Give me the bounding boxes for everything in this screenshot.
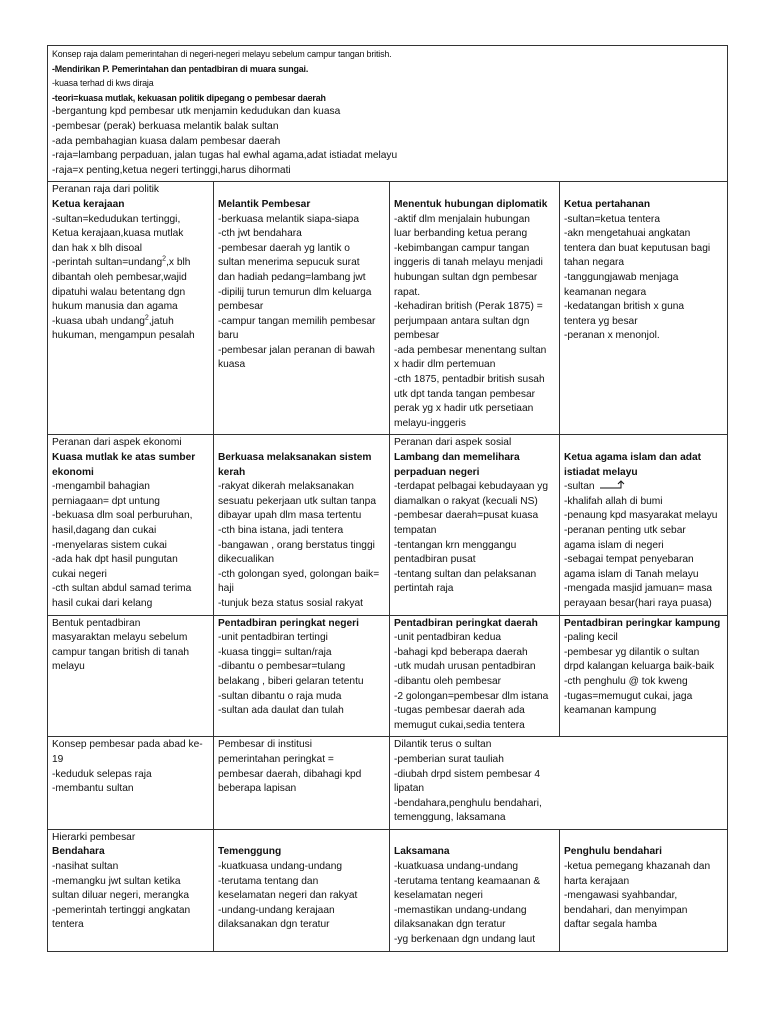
peringkat-daerah-cell: [390, 615, 560, 737]
cell-heading: Pentadbiran peringkar kampung: [564, 617, 721, 629]
cell-line: temenggung, laksamana: [394, 812, 506, 824]
melantik-pembesar-cell: [214, 182, 390, 435]
cell-line: campur tangan british di tanah: [52, 646, 190, 658]
cell-line: -kuasa tinggi= sultan/raja: [218, 646, 332, 658]
cell-line: cukai negeri: [52, 568, 107, 580]
cell-line: -penaung kpd masyarakat melayu: [564, 510, 718, 522]
cell-line: -cth sultan abdul samad terima: [52, 583, 192, 595]
cell-line: -terdapat pelbagai kebudayaan yg: [394, 481, 549, 493]
cell-line: hasil,dagang dan cukai: [52, 525, 157, 536]
concept-row: [48, 46, 728, 182]
konsep-pembesar-cell: [48, 737, 214, 830]
cell-line: -tugas pembesar daerah ada: [394, 705, 525, 717]
cell-line: pembesar: [218, 301, 264, 313]
cell-line: daftar segala hamba: [564, 919, 657, 931]
cell-line: hasil cukai dari kelang: [52, 597, 153, 609]
cell-heading: Laksamana: [394, 846, 450, 858]
cell-line: pemerintahan peringkat =: [218, 753, 334, 765]
cell-line: dilaksanakan dgn teratur: [394, 919, 506, 931]
cell-line: lipatan: [394, 783, 425, 795]
cell-line: dikecualikan: [218, 554, 275, 566]
cell-line: sesuatu pekerjaan utk sultan tanpa: [218, 495, 377, 507]
cell-spacer: [218, 831, 385, 846]
cell-line: perayaan besar(hari raya puasa): [564, 597, 712, 609]
cell-line: -undang-undang kerajaan: [218, 904, 335, 916]
cell-line: inggeris di tanah melayu menjadi: [394, 257, 543, 269]
cell-line: sultan menerima sepucuk surat: [218, 257, 360, 269]
cell-line: -kedatangan british x guna: [564, 301, 685, 313]
cell-heading: Menentuk hubungan diplomatik: [394, 198, 548, 210]
cell-line: -unit pentadbiran tertingi: [218, 632, 328, 644]
cell-line: diamalkan o rakyat (kecuali NS): [394, 495, 538, 507]
text-part: -perintah sultan=undang: [52, 257, 163, 269]
cell-line: -dipilij turun temurun dlm keluarga: [218, 286, 372, 298]
cell-line: keselamatan negeri: [394, 890, 483, 902]
cell-line: -peranan x menonjol.: [564, 330, 660, 342]
cell-line: 19: [52, 753, 64, 765]
cell-heading: Kuasa mutlak ke atas sumber ekonomi: [52, 452, 196, 478]
cell-heading: Ketua agama islam dan adat istiadat melayu: [564, 452, 702, 478]
cell-line: -cth jwt bendahara: [218, 228, 302, 240]
cell-spacer: [564, 831, 723, 846]
laksamana-cell: [390, 829, 560, 951]
cell-line: -pembesar jalan peranan di bawah: [218, 344, 375, 356]
superscript: 2: [162, 255, 167, 263]
cell-line: masyaraktan melayu sebelum: [52, 632, 188, 644]
cell-intro: Peranan dari aspek sosial: [394, 437, 512, 449]
cell-line: -cth golongan syed, golongan baik=: [218, 568, 380, 580]
superscript: 2: [144, 314, 149, 322]
cell-heading: Pentadbiran peringkat negeri: [218, 617, 359, 629]
cell-line: tentera yg besar: [564, 315, 638, 327]
text-part: -kuasa ubah undang: [52, 315, 145, 327]
pembesar-institusi-cell: [214, 737, 390, 830]
cell-line: Bentuk pentadbiran: [52, 617, 141, 629]
cell-line: -2 golongan=pembesar dlm istana: [394, 690, 549, 702]
pentadbiran-row: [48, 615, 728, 737]
cell-line: beberapa lapisan: [218, 783, 297, 795]
cell-intro: Peranan dari aspek ekonomi: [52, 437, 182, 449]
cell-line: hukuman, mengampun pesalah: [52, 330, 195, 342]
concept-line: -raja=x penting,ketua negeri tertinggi,harus dihormati: [52, 164, 291, 176]
sistem-kerah-cell: [214, 435, 390, 615]
cell-line: pertintah raja: [394, 583, 454, 595]
concept-line: -bergantung kpd pembesar utk menjamin kedudukan dan kuasa: [52, 106, 341, 118]
cell-line: -sultan ada daulat dan tulah: [218, 705, 344, 717]
cell-line: tentera dan buat keputusan bagi: [564, 242, 711, 254]
cell-line: [52, 315, 209, 330]
cell-line: kuasa: [218, 359, 246, 371]
cell-heading: Berkuasa melaksanakan sistem kerah: [218, 452, 372, 478]
text-part: ,x blh: [166, 257, 191, 269]
cell-line: -kehadiran british (Perak 1875) =: [394, 301, 543, 313]
cell-line: -pembesar yg dilantik o sultan: [564, 646, 700, 658]
cell-line: -nasihat sultan: [52, 861, 119, 873]
politics-row: [48, 182, 728, 435]
concept-title: Konsep raja dalam pemerintahan di negeri-negeri melayu sebelum campur tangan british.: [52, 49, 392, 59]
konsep-pembesar-row: [48, 737, 728, 830]
cell-line: melayu: [52, 661, 85, 673]
cell-line: -tentangan krn menggangu: [394, 539, 517, 551]
cell-line: -keduduk selepas raja: [52, 768, 152, 780]
cell-line: agama islam di negeri: [564, 539, 664, 551]
cell-spacer: [218, 436, 385, 451]
cell-line: -terutama tentang keamaanan &: [394, 875, 541, 887]
bendahara-cell: [48, 829, 214, 951]
cell-line: agama islam di Tanah melayu: [564, 568, 699, 580]
cell-line: tempatan: [394, 525, 437, 536]
cell-line: -yg berkenaan dgn undang laut: [394, 934, 536, 946]
concept-line: -Mendirikan P. Pemerintahan dan pentadbiran di muara sungai.: [52, 63, 309, 74]
cell-line: pembesar daerah, dibahagi kpd: [218, 768, 362, 780]
cell-heading: Melantik Pembesar: [218, 198, 311, 210]
concept-line: -ada pembahagian kuasa dalam pembesar daerah: [52, 135, 281, 147]
text-part: ,jatuh: [148, 315, 174, 327]
cell-heading: Ketua pertahanan: [564, 198, 651, 210]
cell-line: tahan negara: [564, 257, 625, 269]
hierarki-row: [48, 829, 728, 951]
concept-cell: [48, 46, 728, 182]
cell-line: -kuatkuasa undang-undang: [394, 861, 519, 873]
cell-line: -tanggungjawab menjaga: [564, 271, 679, 283]
cell-line: -memangku jwt sultan ketika: [52, 875, 181, 887]
cell-line: -dibantu o pembesar=tulang: [218, 661, 346, 673]
agama-islam-cell: [560, 435, 728, 615]
cell-line: -ada hak dpt hasil pungutan: [52, 554, 178, 566]
cell-line: -paling kecil: [564, 632, 618, 644]
dilantik-sultan-cell: [390, 737, 728, 830]
cell-line: -terutama tentang dan: [218, 875, 319, 887]
cell-line: perak yg x hadir utk persetiaan: [394, 403, 534, 415]
cell-line: -khalifah allah di bumi: [564, 495, 663, 507]
cell-line: -mengawasi syahbandar,: [564, 890, 678, 902]
cell-line: memugut cukai,sedia tentera: [394, 719, 525, 731]
cell-heading: Bendahara: [52, 846, 105, 858]
cell-line: -unit pentadbiran kedua: [394, 632, 502, 644]
cell-line: -campur tangan memilih pembesar: [218, 315, 376, 327]
cell-line: -sultan dibantu o raja muda: [218, 690, 342, 702]
cell-line: -mengambil bahagian: [52, 481, 150, 493]
ketua-kerajaan-cell: [48, 182, 214, 435]
cell-line: -utk mudah urusan pentadbiran: [394, 661, 536, 673]
cell-line: -sultan=ketua tentera: [564, 213, 660, 225]
cell-heading: Temenggung: [218, 846, 282, 858]
cell-line: dibayar upah dlm masa tertentu: [218, 510, 362, 522]
economy-social-row: [48, 435, 728, 615]
cell-intro: Hierarki pembesar: [52, 831, 136, 843]
cell-line: -sultan=kedudukan tertinggi,: [52, 213, 181, 225]
cell-line: melayu-inggeris: [394, 417, 466, 429]
cell-line: sultan diluar negeri, merangka: [52, 890, 190, 902]
cell-line: baru: [218, 330, 239, 342]
cell-line: -peranan penting utk sebar: [564, 525, 686, 536]
cell-line: -pemerintah tertinggi angkatan: [52, 904, 191, 916]
cell-line: -cth 1875, pentadbir british susah: [394, 374, 545, 386]
cell-line: Ketua kerajaan,kuasa mutlak: [52, 228, 184, 240]
notes-table: [47, 45, 728, 952]
cell-line: -bangawan , orang berstatus tinggi: [218, 539, 375, 551]
cell-line: -pembesar daerah=pusat kuasa: [394, 510, 539, 522]
cell-spacer: [394, 831, 555, 846]
cell-line: Dilantik terus o sultan: [394, 739, 492, 751]
cell-line: keamanan kampung: [564, 705, 657, 717]
sosial-cell: [390, 435, 560, 615]
cell-line: keselamatan negeri dan rakyat: [218, 890, 358, 902]
cell-heading: Penghulu bendahari: [564, 846, 662, 858]
cell-line: perjumpaan antara sultan dgn: [394, 315, 530, 327]
concept-line: -kuasa terhad di kws diraja: [52, 78, 154, 89]
cell-line: -bahagi kpd beberapa daerah: [394, 646, 528, 658]
cell-line: -tunjuk beza status sosial rakyat: [218, 597, 363, 609]
cell-heading: Ketua kerajaan: [52, 198, 125, 210]
cell-spacer: [564, 436, 723, 451]
peringkat-kampung-cell: [560, 615, 728, 737]
cell-line: -cth penghulu @ tok kweng: [564, 675, 688, 687]
cell-line: perniagaan= dpt untung: [52, 495, 160, 507]
cell-line: -cth bina istana, jadi tentera: [218, 525, 344, 536]
arrow-icon: [599, 480, 627, 490]
cell-line: -sebagai tempat penyebaran: [564, 554, 694, 566]
penghulu-bendahari-cell: [560, 829, 728, 951]
cell-line: [564, 480, 723, 495]
cell-line: dipatuhi walau betentang dgn: [52, 286, 186, 298]
cell-line: dibantah oleh pembesar,wajid: [52, 271, 187, 283]
cell-line: rapat.: [394, 286, 421, 298]
cell-line: -memastikan undang-undang: [394, 904, 527, 916]
cell-line: harta kerajaan: [564, 875, 630, 887]
cell-line: utk dpt tanda tangan pembesar: [394, 388, 536, 400]
cell-line: pentadbiran pusat: [394, 554, 476, 566]
cell-line: dan hadiah pedang=lambang jwt: [218, 271, 366, 283]
ketua-pertahanan-cell: [560, 182, 728, 435]
cell-line: -kebimbangan campur tangan: [394, 242, 530, 254]
cell-line: -menyelaras sistem cukai: [52, 539, 167, 551]
text-part: -sultan: [564, 481, 595, 493]
cell-heading: Lambang dan memelihara perpaduan negeri: [394, 452, 520, 478]
cell-line: [52, 256, 209, 271]
cell-line: belakang , biberi gelaran tetentu: [218, 675, 364, 687]
cell-line: -diubah drpd sistem pembesar 4: [394, 768, 541, 780]
cell-line: luar berbanding ketua perang: [394, 228, 528, 240]
cell-line: -mengada masjid jamuan= masa: [564, 583, 713, 595]
bentuk-pentadbiran-cell: [48, 615, 214, 737]
cell-line: -rakyat dikerah melaksanakan: [218, 481, 354, 493]
cell-line: x hadir dlm pertemuan: [394, 359, 496, 371]
cell-line: -membantu sultan: [52, 783, 134, 795]
cell-spacer: [564, 183, 723, 198]
concept-line: -raja=lambang perpaduan, jalan tugas hal ewhal agama,adat istiadat melayu: [52, 150, 398, 162]
cell-line: drpd kalangan keluarga baik-baik: [564, 661, 715, 673]
ekonomi-cell: [48, 435, 214, 615]
cell-line: -aktif dlm menjalain hubungan: [394, 213, 530, 225]
cell-spacer: [394, 183, 555, 198]
cell-line: bendahari, dan menyimpan: [564, 904, 688, 916]
cell-line: -ketua pemegang khazanah dan: [564, 861, 711, 873]
cell-line: dilaksanakan dgn teratur: [218, 919, 330, 931]
cell-line: -tentang sultan dan pelaksanan: [394, 568, 537, 580]
cell-line: Pembesar di institusi: [218, 739, 312, 751]
cell-line: dan hak x blh disoal: [52, 242, 143, 254]
cell-line: Konsep pembesar pada abad ke-: [52, 739, 203, 751]
cell-line: -dibantu oleh pembesar: [394, 675, 502, 687]
cell-line: hubungan sultan dgn pembesar: [394, 271, 538, 283]
cell-line: -tugas=memugut cukai, jaga: [564, 690, 693, 702]
cell-spacer: [218, 183, 385, 198]
cell-line: tentera: [52, 919, 84, 931]
cell-intro: Peranan raja dari politik: [52, 184, 160, 196]
cell-heading: Pentadbiran peringkat daerah: [394, 617, 538, 629]
cell-line: -pemberian surat tauliah: [394, 753, 504, 765]
cell-line: haji: [218, 583, 234, 595]
cell-line: -kuatkuasa undang-undang: [218, 861, 343, 873]
temenggung-cell: [214, 829, 390, 951]
cell-line: -pembesar daerah yg lantik o: [218, 242, 350, 254]
cell-line: -akn mengetahuai angkatan: [564, 228, 691, 240]
cell-line: hukum manusia dan agama: [52, 301, 178, 313]
notes-sheet: [47, 45, 727, 952]
concept-line: -pembesar (perak) berkuasa melantik balak sultan: [52, 120, 279, 132]
cell-line: keamanan negara: [564, 286, 647, 298]
cell-line: -ada pembesar menentang sultan: [394, 344, 547, 356]
hubungan-diplomatik-cell: [390, 182, 560, 435]
peringkat-negeri-cell: [214, 615, 390, 737]
cell-line: -bendahara,penghulu bendahari,: [394, 797, 542, 809]
concept-line: -teori=kuasa mutlak, kekuasan politik dipegang o pembesar daerah: [52, 92, 326, 103]
cell-line: -berkuasa melantik siapa-siapa: [218, 213, 359, 225]
cell-line: pembesar: [394, 330, 440, 342]
cell-line: -bekuasa dlm soal perburuhan,: [52, 510, 193, 522]
